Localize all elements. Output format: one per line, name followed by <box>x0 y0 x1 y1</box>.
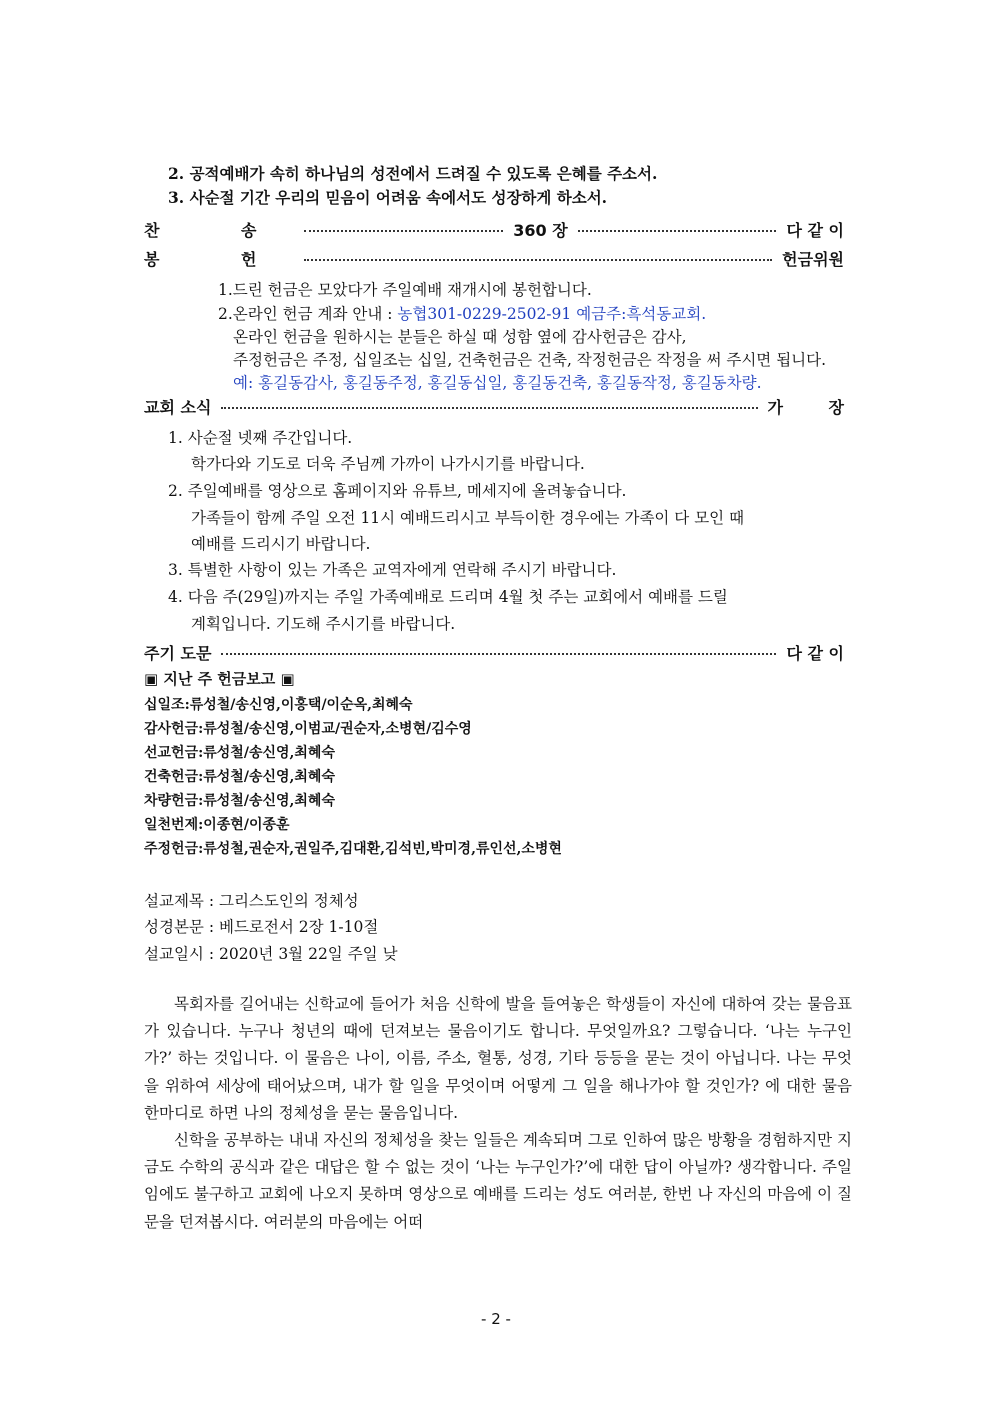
sermon-body <box>144 991 852 1236</box>
news-label: 교회 소식 <box>144 397 212 417</box>
offering-note-4: 주정헌금은 주정, 십일조는 십일, 건축헌금은 건축, 작정헌금은 작정을 써 주시면 됩니다. <box>233 351 827 369</box>
lords-prayer-label: 주기 도문 <box>144 643 212 663</box>
offering-row <box>144 246 844 270</box>
news-line: 1. 사순절 넷째 주간입니다. <box>168 429 353 447</box>
offering-note-2 <box>218 302 706 324</box>
report-line: 선교헌금:류성철/송신영,최혜숙 <box>144 745 335 761</box>
account-number: 농협301-0229-2502-91 예금주:흑석동교회. <box>397 305 707 323</box>
sermon-text: 성경본문 : 베드로전서 2장 1-10절 <box>144 918 379 936</box>
news-line: 학가다와 기도로 더욱 주님께 가까이 나가시기를 바랍니다. <box>191 455 585 473</box>
hymn-row <box>144 217 844 241</box>
prayer-item-2: 2. 공적예배가 속히 하나님의 성전에서 드려질 수 있도록 은혜를 주소서. <box>168 164 658 183</box>
news-line: 2. 주일예배를 영상으로 홈페이지와 유튜브, 메세지에 올려놓습니다. <box>168 482 627 500</box>
hymn-number: 360 장 <box>513 220 568 240</box>
report-line: 감사헌금:류성철/송신영,이범교/권순자,소병현/김수영 <box>144 721 472 737</box>
leader-dots <box>221 653 776 655</box>
sermon-date: 설교일시 : 2020년 3월 22일 주일 낮 <box>144 945 398 963</box>
leader-dots <box>304 259 772 261</box>
prayer-item-3: 3. 사순절 기간 우리의 믿음이 어려움 속에서도 성장하게 하소서. <box>168 188 608 207</box>
lords-prayer-row <box>144 640 844 664</box>
body-paragraph: 목회자를 길어내는 신학교에 들어가 처음 신학에 발을 들여놓은 학생들이 자신에 대하여 갖는 물음표가 있습니다. 누구나 청년의 때에 던져보는 물음이기도 합니다. 무엇일까요? 그렇습니다. ‘나는 누구인가?’ 하는 것입니다. 이 물음은 나이, 이름, 주소, 혈통, 성경, 기타 등등을 묻는 것이 아닙니다. 나는 무엇을 위하여 세상에 태어났으며, 내가 할 일을 무엇이며 어떻게 그 일을 해나가야 할 것인가? 에 대한 물음 한마디로 하면 나의 정체성을 묻는 물음입니다. <box>144 995 852 1122</box>
report-line: 차량헌금:류성철/송신영,최혜숙 <box>144 793 335 809</box>
leader-dots <box>221 407 757 409</box>
report-line: 일천번제:이종현/이종훈 <box>144 817 290 833</box>
body-paragraph: 신학을 공부하는 내내 자신의 정체성을 찾는 일들은 계속되며 그로 인하여 많은 방황을 경험하지만 지금도 수학의 공식과 같은 대답은 할 수 없는 것이 ‘나는 누구인가?’에 대한 답이 아닐까? 생각합니다. 주일임에도 불구하고 교회에 나오지 못하며 영상으로 예배를 드리는 성도 여러분, 한번 나 자신의 마음에 이 질문을 던져봅시다. 여러분의 마음에는 어떠 <box>144 1131 852 1231</box>
news-line: 가족들이 함께 주일 오전 11시 예배드리시고 부득이한 경우에는 가족이 다 모인 때 <box>191 509 745 527</box>
offering-note-1: 1.드린 헌금은 모았다가 주일예배 재개시에 봉헌합니다. <box>218 281 592 299</box>
offering-report-heading: ▣ 지난 주 헌금보고 ▣ <box>144 670 295 688</box>
hymn-label: 찬 송 <box>144 220 295 240</box>
offering-label: 봉 헌 <box>144 249 295 269</box>
news-line: 4. 다음 주(29일)까지는 주일 가족예배로 드리며 4월 첫 주는 교회에서 예배를 드릴 <box>168 588 728 606</box>
offering-example: 예: 홍길동감사, 홍길동주정, 홍길동십일, 홍길동건축, 홍길동작정, 홍길동차량. <box>233 374 762 392</box>
page-number: - 2 - <box>481 1310 511 1328</box>
news-line: 예배를 드리시기 바랍니다. <box>191 535 371 553</box>
report-line: 건축헌금:류성철/송신영,최혜숙 <box>144 769 335 785</box>
sermon-title: 설교제목 : 그리스도인의 정체성 <box>144 892 359 910</box>
news-line: 3. 특별한 사항이 있는 가족은 교역자에게 연락해 주시기 바랍니다. <box>168 561 617 579</box>
report-line: 십일조:류성철/송신영,이홍택/이순옥,최혜숙 <box>144 697 413 713</box>
offering-leader: 헌금위원 <box>782 249 844 269</box>
leader-dots <box>578 230 777 232</box>
account-guide-label: 2.온라인 헌금 계좌 안내 : <box>218 305 398 323</box>
news-row <box>144 394 844 418</box>
leader-dots <box>304 230 503 232</box>
hymn-leader: 다 같 이 <box>786 220 844 240</box>
lords-prayer-leader: 다 같 이 <box>786 643 844 663</box>
news-leader: 가 장 <box>767 397 844 417</box>
report-line: 주정헌금:류성철,권순자,권일주,김대환,김석빈,박미경,류인선,소병현 <box>144 841 562 857</box>
news-line: 계획입니다. 기도해 주시기를 바랍니다. <box>191 615 456 633</box>
offering-note-3: 온라인 헌금을 원하시는 분들은 하실 때 성함 옆에 감사헌금은 감사, <box>233 328 687 346</box>
